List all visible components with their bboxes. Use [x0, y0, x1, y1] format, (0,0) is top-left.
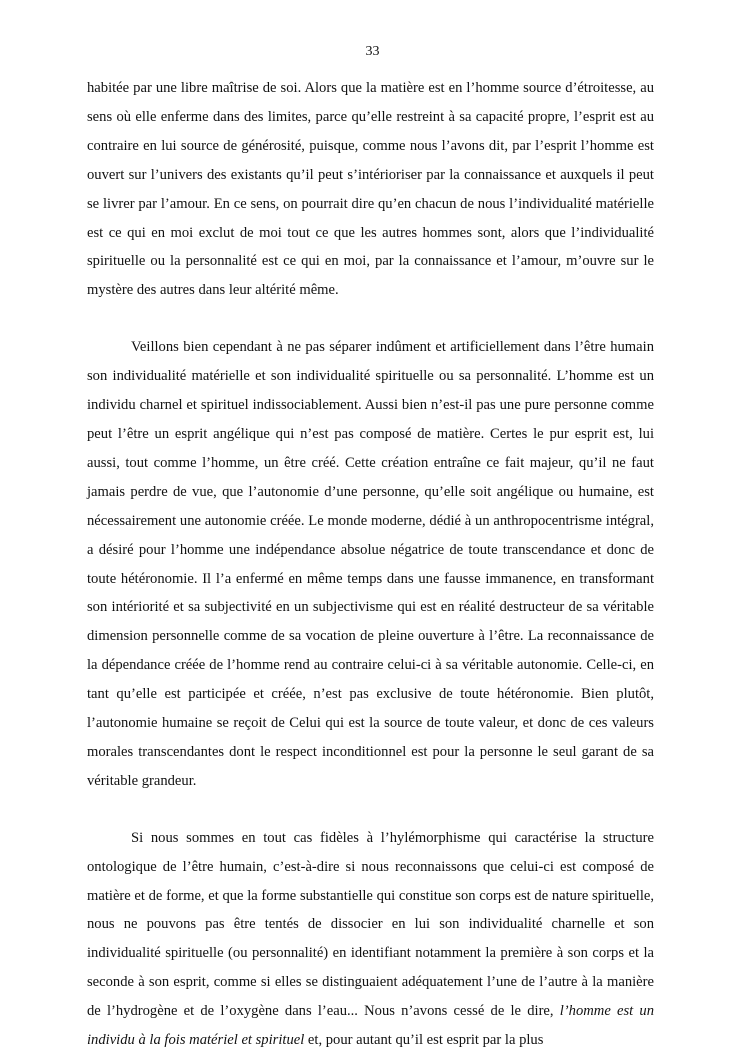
paragraph-3-text: Si nous sommes en tout cas fidèles à l’hylémorphisme qui caractérise la structure ontologique de l’être humain, c’est-à-dire si nous reconnaissons que celui-ci est composé de matière et de forme, et que la forme substantielle qui constitue son corps est de nature spirituelle, nous ne pouvons pas être tentés de dissocier en lui son individualité charnelle et son individualité spirituelle (ou personnalité) en identifiant notamment la première à son corps et la seconde à son esprit, comme si elles se distinguaient adéquatement l’une de l’autre à la manière de l’hydrogène et de l’oxygène dans l’eau... Nous n’avons cessé de le dire, — [87, 829, 654, 1020]
paragraph-2: Veillons bien cependant à ne pas séparer indûment et artificiellement dans l’être humain son individualité matérielle et son individualité spirituelle ou sa personnalité. L’homme est un individu charnel et spirituel indissociablement. Aussi bien n’est-il pas une pure personne comme peut l’être un esprit angélique qui n’est pas composé de matière. Certes le pur esprit est, lui aussi, tout comme l’homme, un être créé. Cette création entraîne ce fait majeur, qu’il ne faut jamais perdre de vue, que l’autonomie d’une personne, qu’elle soit angélique ou humaine, est nécessairement une autonomie créée. Le monde moderne, dédié à un anthropocentrisme intégral, a désiré pour l’homme une indépendance absolue négatrice de toute transcendance et donc de toute hétéronomie. Il l’a enfermé en même temps dans une fausse immanence, en transformant son intériorité et sa subjectivité en un subjectivisme qui est en réalité destructeur de sa véritable dimension personnelle comme de sa vocation de pleine ouverture à l’être. La reconnaissance de la dépendance créée de l’homme rend au contraire celui-ci à sa véritable autonomie. Celle-ci, en tant qu’elle est participée et créée, n’est pas exclusive de toute hétéronomie. Bien plutôt, l’autonomie humaine se reçoit de Celui qui est la source de toute valeur, et donc de ces valeurs morales transcendantes dont le respect inconditionnel est pour la personne le seul garant de sa véritable grandeur. — [87, 339, 654, 789]
paragraph-3-text-end: et, pour autant qu’il est esprit par la plus — [304, 1032, 544, 1049]
paragraph-3 — [87, 824, 654, 1055]
page-number: 33 — [365, 44, 380, 59]
body-text — [87, 74, 654, 1055]
paragraph-gap — [87, 796, 654, 824]
paragraph-1: habitée par une libre maîtrise de soi. Alors que la matière est en l’homme source d’étroitesse, au sens où elle enferme dans des limites, parce qu’elle restreint à sa capacité propre, l’esprit est au contraire en lui source de générosité, puisque, comme nous l’avons dit, par l’esprit l’homme est ouvert sur l’univers des existants qu’il peut s’intérioriser par la connaissance et auxquels il peut se livrer par l’amour. En ce sens, on pourrait dire qu’en chacun de nous l’individualité matérielle est ce qui en moi exclut de moi tout ce que les autres hommes sont, alors que l’individualité spirituelle ou la personnalité est ce qui en moi, par la connaissance et l’amour, m’ouvre sur le mystère des autres dans leur altérité même. — [87, 80, 654, 299]
paragraph-gap — [87, 305, 654, 333]
paragraph-3-italic-phrase: l’homme est un individu à la fois matériel et spirituel — [87, 1003, 655, 1049]
